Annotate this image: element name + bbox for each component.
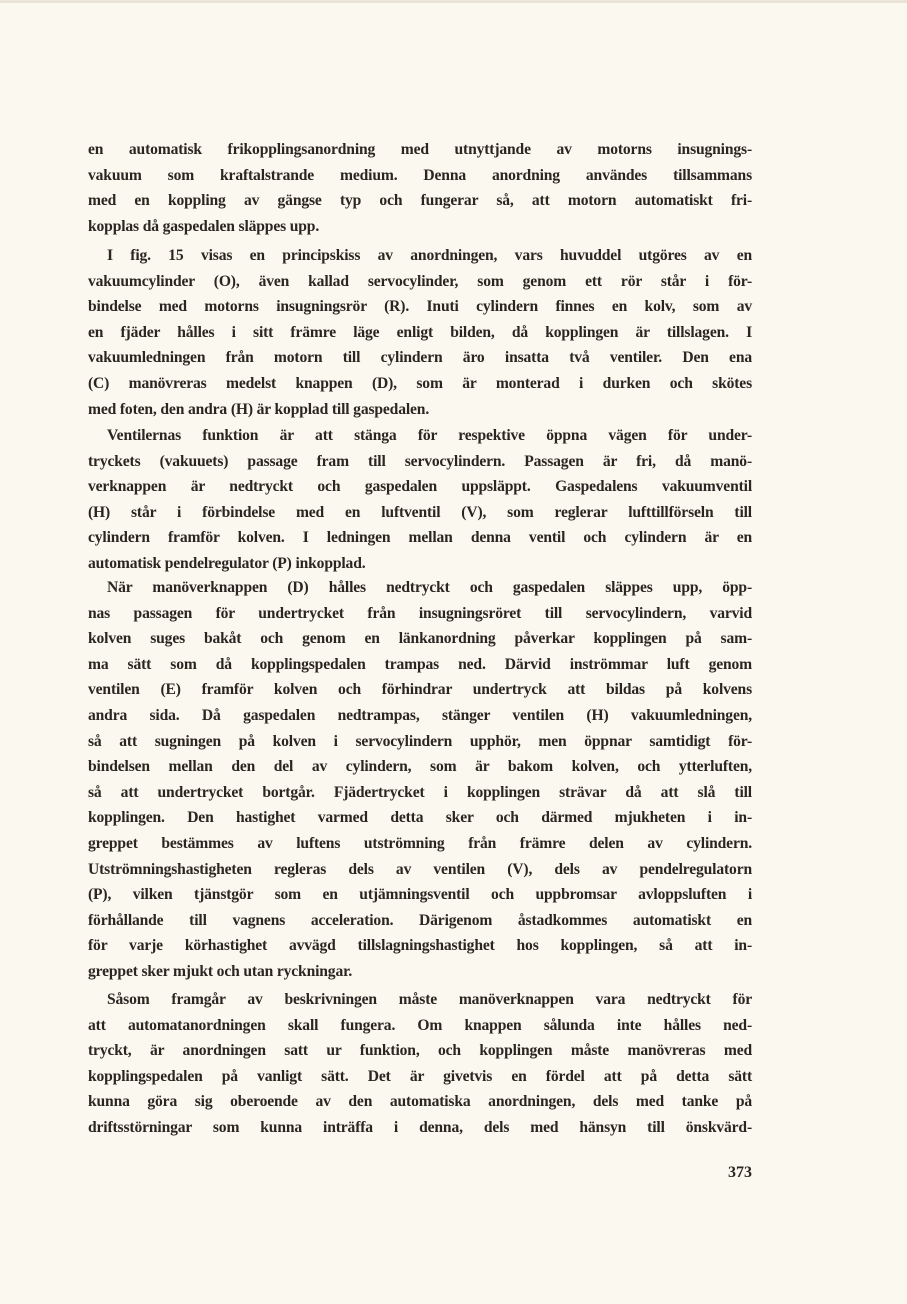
text-line: nas passagen för undertrycket från insugningsröret till servocylindern, varvid (88, 604, 752, 622)
text-line: bindelsen mellan den del av cylindern, som är bakom kolven, och ytterluften, (88, 758, 752, 776)
text-line: vakuumcylinder (O), även kallad servocylinder, som genom ett rör står i för- (88, 272, 752, 290)
text-line: ma sätt som då kopplingspedalen trampas ned. Därvid inströmmar luft genom (88, 655, 752, 673)
page-top-edge (0, 0, 907, 3)
text-line: cylindern framför kolven. I ledningen mellan denna ventil och cylindern är en (88, 529, 752, 547)
text-line: tryckt, är anordningen satt ur funktion, och kopplingen måste manövreras med (88, 1042, 752, 1060)
text-line: ventilen (E) framför kolven och förhindrar undertryck att bildas på kolvens (88, 681, 752, 699)
text-line: bindelse med motorns insugningsrör (R). Inuti cylindern finnes en kolv, som av (88, 298, 752, 316)
text-line: automatisk pendelregulator (P) inkopplad. (88, 554, 366, 572)
text-line: (H) står i förbindelse med en luftventil (V), som reglerar lufttillförseln till (88, 503, 752, 521)
text-line: Utströmningshastigheten regleras dels av ventilen (V), dels av pendelregulatorn (88, 860, 752, 878)
page-number: 373 (728, 1164, 752, 1181)
text-line: med foten, den andra (H) är kopplad till gaspedalen. (88, 400, 430, 418)
text-line: (P), vilken tjänstgör som en utjämningsventil och uppbromsar avloppsluften i (88, 886, 752, 904)
text-line: greppet sker mjukt och utan ryckningar. (88, 962, 353, 980)
text-line: så att undertrycket bortgår. Fjädertrycket i kopplingen strävar då att slå till (88, 783, 752, 801)
text-line: Ventilernas funktion är att stänga för respektive öppna vägen för under- (107, 427, 752, 444)
text-line: kunna göra sig oberoende av den automatiska anordningen, dels med tanke på (88, 1093, 752, 1111)
paragraph (88, 987, 752, 1141)
text-line: andra sida. Då gaspedalen nedtrampas, stänger ventilen (H) vakuumledningen, (88, 706, 752, 724)
text-line: med en koppling av gängse typ och fungerar så, att motorn automatiskt fri- (88, 192, 752, 210)
text-line: kolven suges bakåt och genom en länkanordning påverkar kopplingen på sam- (88, 630, 752, 648)
text-line: greppet bestämmes av luftens utströmning från främre delen av cylindern. (88, 834, 752, 852)
text-line: driftsstörningar som kunna inträffa i denna, dels med hänsyn till önskvärd- (88, 1118, 752, 1136)
text-line: verknappen är nedtryckt och gaspedalen uppsläppt. Gaspedalens vakuumventil (88, 478, 752, 496)
text-line: kopplas då gaspedalen släppes upp. (88, 217, 320, 235)
text-line: vakuum som kraftalstrande medium. Denna anordning användes tillsammans (88, 166, 752, 184)
text-line: I fig. 15 visas en principskiss av anordningen, vars huvuddel utgöres av en (107, 247, 752, 264)
text-line: kopplingen. Den hastighet varmed detta sker och därmed mjukheten i in- (88, 809, 752, 827)
text-line: När manöverknappen (D) hålles nedtryckt och gaspedalen släppes upp, öpp- (107, 579, 752, 596)
text-line: förhållande till vagnens acceleration. Därigenom åstadkommes automatiskt en (88, 911, 752, 929)
text-line: en fjäder hålles i sitt främre läge enligt bilden, då kopplingen är tillslagen. I (88, 323, 752, 341)
paragraph (88, 137, 752, 239)
text-line: för varje körhastighet avvägd tillslagningshastighet hos kopplingen, så att in- (88, 937, 752, 955)
text-line: en automatisk frikopplingsanordning med utnyttjande av motorns insugnings- (88, 141, 752, 158)
text-line: vakuumledningen från motorn till cylindern äro insatta två ventiler. Den ena (88, 349, 752, 367)
paragraph (88, 423, 752, 577)
text-line: att automatanordningen skall fungera. Om knappen sålunda inte hålles ned- (88, 1016, 752, 1034)
paragraph (88, 243, 752, 422)
text-line: tryckets (vakuuets) passage fram till servocylindern. Passagen är fri, då manö- (88, 452, 752, 470)
paragraph (88, 575, 752, 985)
text-line: så att sugningen på kolven i servocylindern upphör, men öppnar samtidigt för- (88, 732, 752, 750)
text-line: (C) manövreras medelst knappen (D), som är monterad i durken och skötes (88, 374, 752, 392)
text-line: kopplingspedalen på vanligt sätt. Det är givetvis en fördel att på detta sätt (88, 1067, 752, 1085)
text-line: Såsom framgår av beskrivningen måste manöverknappen vara nedtryckt för (107, 991, 752, 1008)
